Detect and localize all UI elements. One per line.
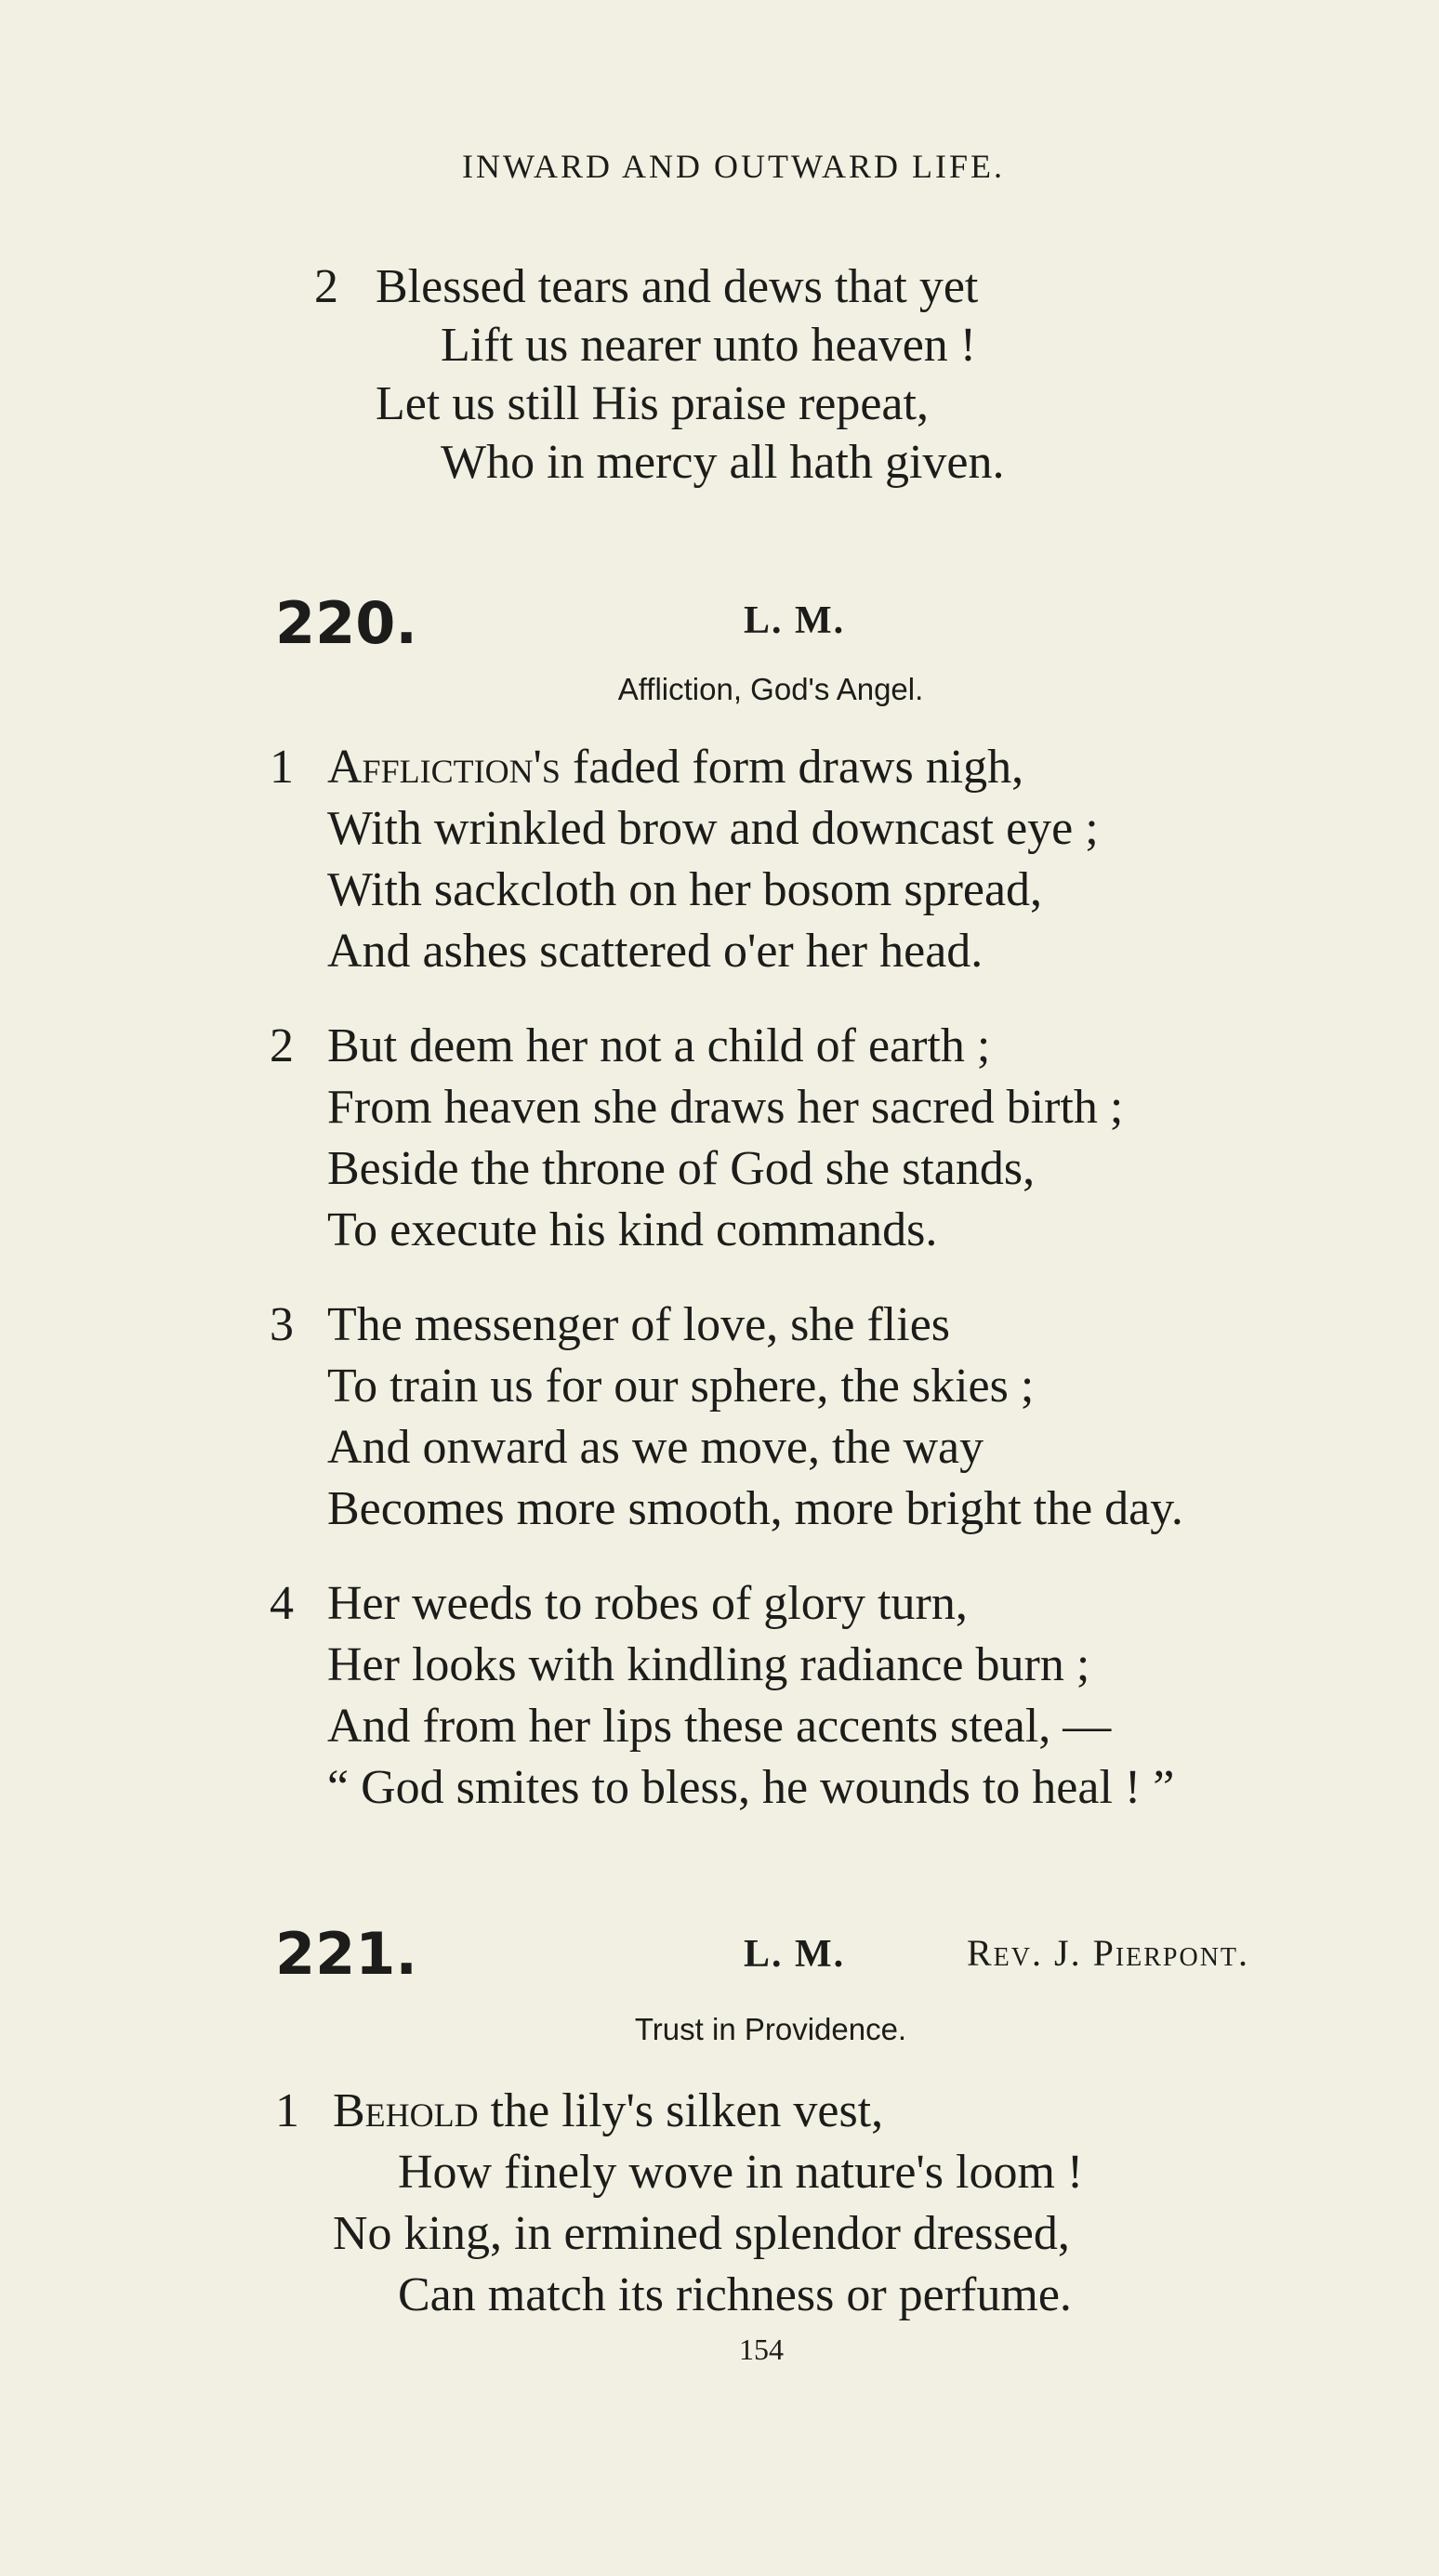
verse-line: With sackcloth on her bosom spread, (327, 863, 1043, 916)
verse-number: 2 (314, 260, 338, 313)
verse-line: And onward as we move, the way (327, 1421, 984, 1474)
verse-first-word: Behold (333, 2084, 479, 2137)
verse-number: 1 (275, 2084, 299, 2137)
verse-line-rest: the lily's silken vest, (478, 2084, 884, 2137)
running-head: INWARD AND OUTWARD LIFE. (462, 148, 1005, 185)
verse-line: Her looks with kindling radiance burn ; (327, 1638, 1090, 1691)
hymn-subtitle: Trust in Providence. (634, 2012, 907, 2046)
verse-number: 1 (270, 741, 294, 794)
verse-number: 2 (270, 1019, 294, 1072)
verse-line (333, 2084, 884, 2137)
verse-line: Her weeds to robes of glory turn, (327, 1577, 968, 1630)
verse-line: And ashes scattered o'er her head. (327, 925, 984, 978)
verse-line (327, 743, 1023, 792)
verse-line: Can match its richness or perfume. (398, 2268, 1072, 2321)
verse-line: From heaven she draws her sacred birth ; (327, 1081, 1124, 1134)
verse-number: 3 (270, 1298, 294, 1351)
verse-line: No king, in ermined splendor dressed, (333, 2207, 1070, 2260)
verse-line: Blessed tears and dews that yet (376, 260, 979, 313)
verse-line: Lift us nearer unto heaven ! (441, 319, 977, 372)
verse-line: To execute his kind commands. (327, 1203, 938, 1256)
hymn-subtitle: Affliction, God's Angel. (617, 672, 924, 706)
verse-line: To train us for our sphere, the skies ; (327, 1360, 1035, 1413)
verse-line: And from her lips these accents steal, — (327, 1700, 1112, 1753)
hymn-author: Rev. J. Pierpont. (967, 1932, 1250, 1974)
hymn-meter: L. M. (744, 599, 846, 642)
verse-number: 4 (270, 1577, 294, 1630)
verse-line-rest: faded form draws nigh, (560, 741, 1024, 794)
verse-first-word: Affliction's (327, 741, 561, 794)
verse-line: Beside the throne of God she stands, (327, 1142, 1036, 1195)
hymn-number: 221. (275, 1920, 417, 1988)
verse-line: Becomes more smooth, more bright the day. (327, 1482, 1183, 1535)
verse-line: But deem her not a child of earth ; (327, 1019, 991, 1072)
page-number: 154 (739, 2333, 784, 2366)
hymn-meter: L. M. (744, 1933, 846, 1976)
verse-line: The messenger of love, she flies (327, 1298, 951, 1351)
verse-line: With wrinkled brow and downcast eye ; (327, 802, 1099, 855)
verse-line: “ God smites to bless, he wounds to heal ! ” (327, 1761, 1175, 1814)
hymn-number: 220. (275, 589, 417, 657)
verse-line: How finely wove in nature's loom ! (398, 2146, 1084, 2199)
verse-line: Let us still His praise repeat, (376, 377, 929, 430)
verse-line: Who in mercy all hath given. (441, 436, 1005, 489)
